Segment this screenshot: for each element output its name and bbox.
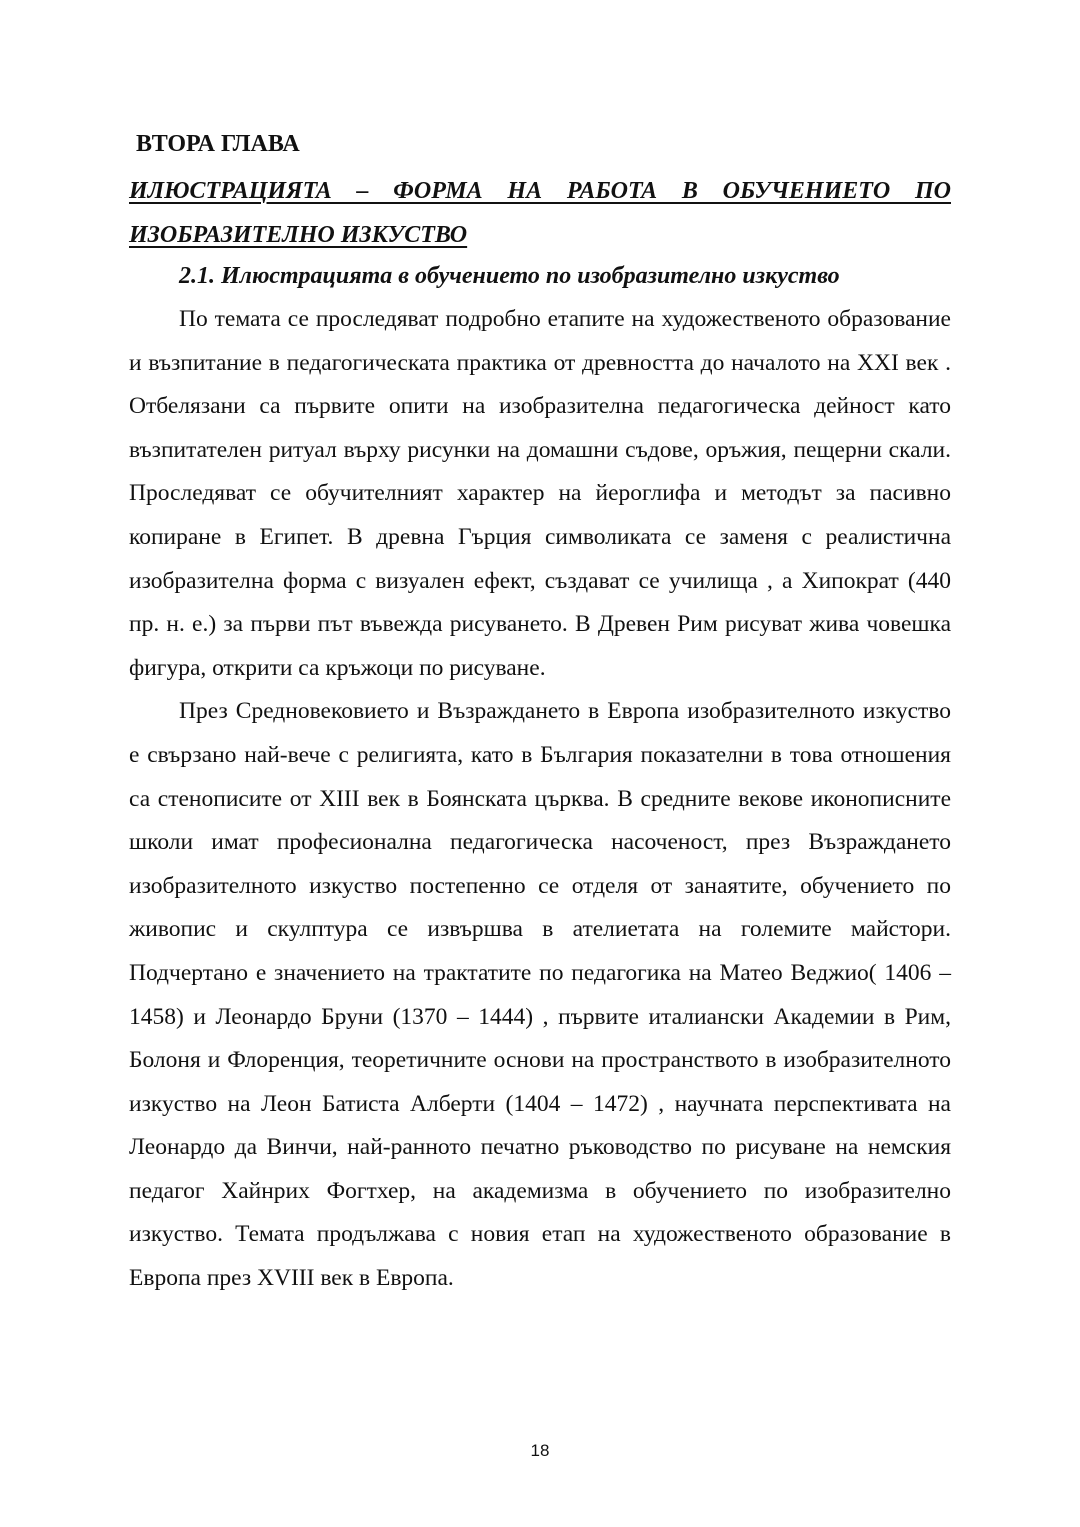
section-title: 2.1. Илюстрацията в обучението по изобразително изкуство: [179, 263, 840, 289]
paragraph-2: През Средновековието и Възраждането в Европа изобразителното изкуство е свързано най-вече с религията, като в България показателни в това отношения са стенописите от XIII век в Боянската църква. В средните векове иконописните школи имат професионална педагогическа насоченост, през Възраждането изобразителното изкуство постепенно се отделя от занаятите, обучението по живопис и скулптура се извършва в ателиетата на големите майстори. Подчертано е значението на трактатите по педагогика на Матео Веджио( 1406 – 1458) и Леонардо Бруни (1370 – 1444) , първите италиански Академии в Рим, Болоня и Флоренция, теоретичните основи на пространството в изобразителното изкуство на Леон Батиста Алберти (1404 – 1472) , научната перспективата на Леонардо да Винчи, най-ранното печатно ръководство по рисуване на немския педагог Хайнрих Фогтхер, на академизма в обучението по изобразително изкуство. Темата продължава с новия етап на художественото образование в Европа през XVIII век в Европа.: [129, 698, 951, 1292]
body-text: [129, 298, 951, 1301]
page-number: 18: [530, 1441, 550, 1460]
chapter-label: ВТОРА ГЛАВА: [136, 131, 300, 157]
paragraph-1: По темата се проследяват подробно етапите на художественото образование и възпитание в педагогическата практика от древността до началото на XXI век . Отбелязани са първите опити на изобразителна педагогическа дейност като възпитателен ритуал върху рисунки на домашни съдове, оръжия, пещерни скали. Проследяват се обучителният характер на йероглифа и методът за пасивно копиране в Египет. В древна Гърция символиката се заменя с реалистична изобразителна форма с визуален ефект, създават се училища , а Хипократ (440 пр. н. е.) за първи път въвежда рисуването. В Древен Рим рисуват жива човешка фигура, открити са кръжоци по рисуване.: [129, 306, 951, 681]
chapter-title: ИЛЮСТРАЦИЯТА – ФОРМА НА РАБОТА В ОБУЧЕНИЕТО ПО ИЗОБРАЗИТЕЛНО ИЗКУСТВО: [129, 178, 951, 248]
